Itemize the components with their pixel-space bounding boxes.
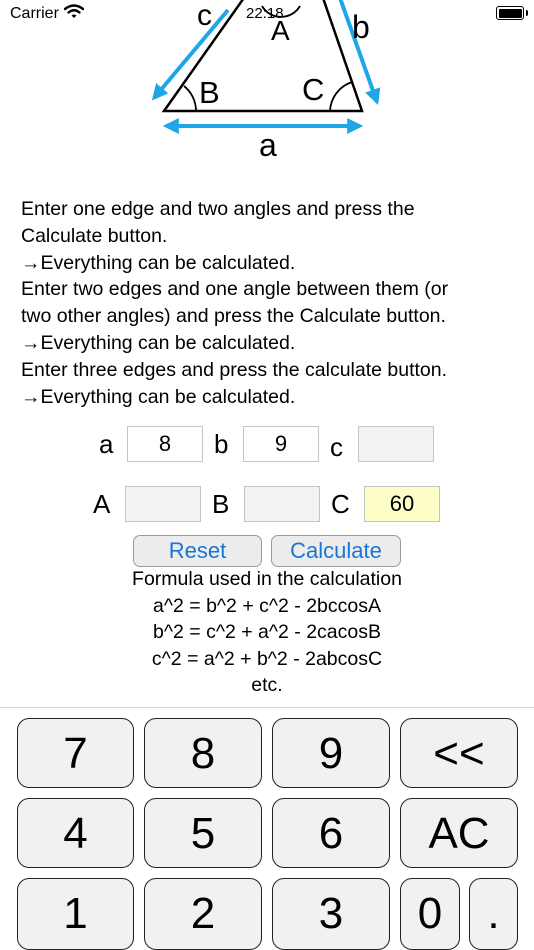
- edge-label-a: a: [259, 127, 277, 163]
- triangle-outline: [164, 0, 362, 111]
- instruction-line: →Everything can be calculated.: [21, 331, 296, 354]
- vertex-label-A: A: [271, 15, 290, 46]
- edge-c-field[interactable]: [358, 426, 434, 462]
- edge-a-label: a: [99, 429, 114, 459]
- key-9[interactable]: 9: [272, 718, 390, 788]
- key-7[interactable]: 7: [17, 718, 134, 788]
- edge-label-c: c: [197, 0, 212, 32]
- instruction-line: Enter three edges and press the calculate button.: [21, 358, 448, 381]
- key-0[interactable]: 0: [400, 878, 460, 950]
- instruction-line: Calculate button.: [21, 224, 168, 247]
- vertex-label-B: B: [199, 75, 220, 110]
- edge-b-label: b: [214, 429, 229, 459]
- angle-A-label: A: [93, 489, 111, 519]
- reset-button[interactable]: Reset: [133, 535, 262, 567]
- instruction-line: Enter two edges and one angle between them (or: [21, 278, 449, 301]
- decimal-point-key[interactable]: .: [469, 878, 518, 950]
- carrier-label: Carrier: [10, 5, 59, 22]
- formula-heading: Formula used in the calculation: [132, 568, 402, 590]
- edge-a-field[interactable]: 8: [127, 426, 203, 462]
- angle-B-field[interactable]: [244, 486, 320, 522]
- angle-B-label: B: [212, 489, 230, 519]
- key-6[interactable]: 6: [272, 798, 390, 868]
- edge-label-b: b: [352, 9, 370, 45]
- formula-line: etc.: [251, 674, 283, 696]
- instructions-text: [21, 196, 521, 410]
- instruction-line: →Everything can be calculated.: [21, 385, 296, 408]
- clock: 22:18: [246, 5, 284, 22]
- vertex-label-C: C: [302, 72, 325, 107]
- angle-A-field[interactable]: [125, 486, 201, 522]
- key-4[interactable]: 4: [17, 798, 134, 868]
- all-clear-key[interactable]: AC: [400, 798, 518, 868]
- formula-line: c^2 = a^2 + b^2 - 2abcosC: [151, 648, 383, 670]
- triangle-diagram: [0, 0, 534, 165]
- angle-B-arc: [184, 86, 196, 111]
- formula-line: a^2 = b^2 + c^2 - 2bccosA: [153, 595, 381, 617]
- edge-c-label: c: [330, 432, 343, 462]
- key-8[interactable]: 8: [144, 718, 262, 788]
- formula-line: b^2 = c^2 + a^2 - 2cacosB: [153, 621, 381, 643]
- angle-C-label: C: [331, 489, 350, 519]
- key-3[interactable]: 3: [272, 878, 390, 950]
- angle-C-field[interactable]: 60: [364, 486, 440, 522]
- instruction-line: →Everything can be calculated.: [21, 251, 296, 274]
- instruction-line: Enter one edge and two angles and press the: [21, 198, 415, 220]
- angle-C-arc: [330, 82, 352, 111]
- edge-b-field[interactable]: 9: [243, 426, 319, 462]
- key-2[interactable]: 2: [144, 878, 262, 950]
- calculate-button[interactable]: Calculate: [271, 535, 401, 567]
- keypad-divider: [0, 707, 534, 708]
- backspace-key[interactable]: <<: [400, 718, 518, 788]
- key-5[interactable]: 5: [144, 798, 262, 868]
- instruction-line: two other angles) and press the Calculate button.: [21, 305, 446, 328]
- key-1[interactable]: 1: [17, 878, 134, 950]
